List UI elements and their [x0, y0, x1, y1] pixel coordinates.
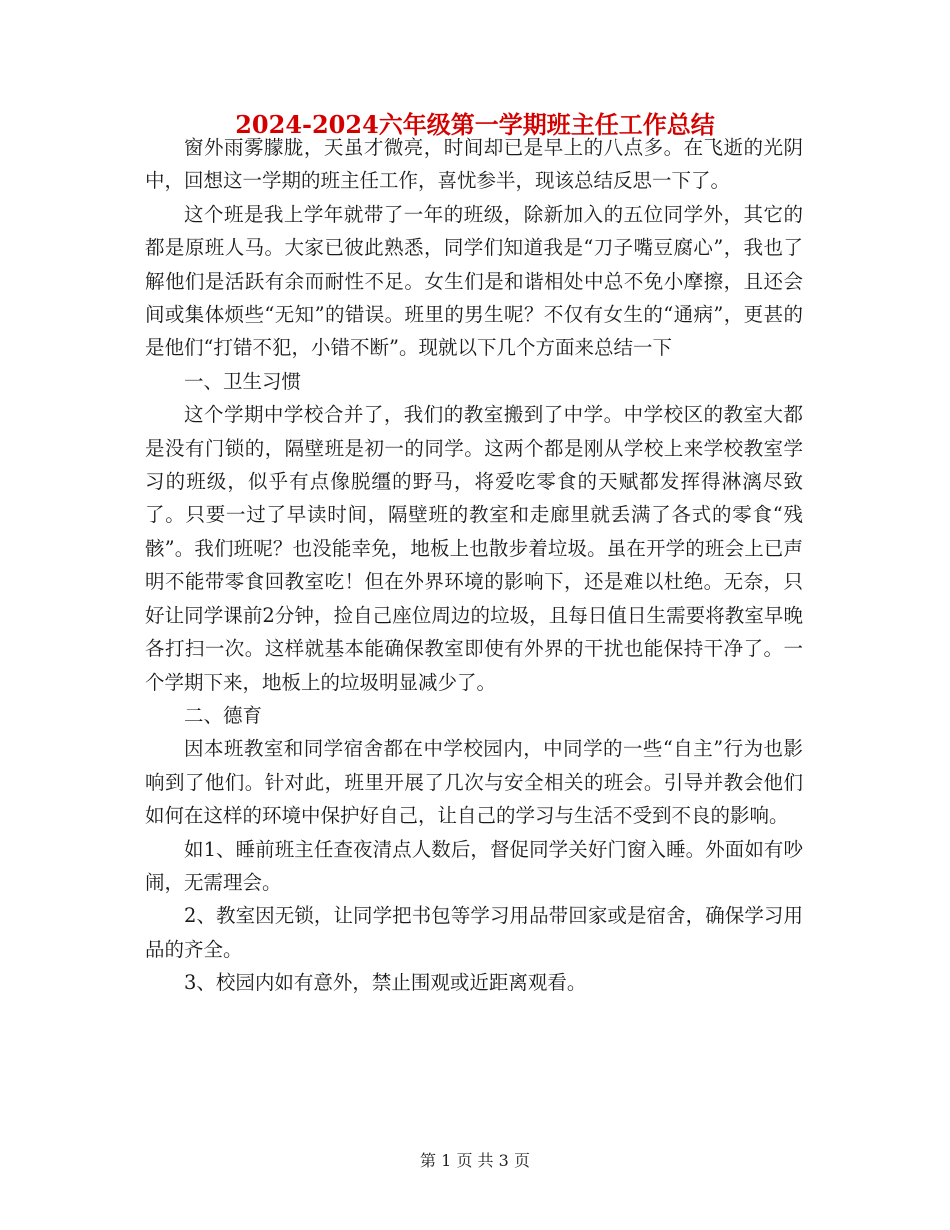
page-footer	[0, 1150, 950, 1172]
list-item-3: 3、校园内如有意外，禁止围观或近距离观看。	[184, 971, 587, 995]
section-heading-hygiene: 一、卫生习惯	[184, 369, 302, 393]
paragraph-class-overview: 这个班是我上学年就带了一年的班级，除新加入的五位同学外，其它的都是原班人马。大家已彼此熟悉，同学们知道我是“刀子嘴豆腐心”，我也了解他们是活跃有余而耐性不足。女生们是和谐相处中总不免小摩擦，且还会间或集体烦些“无知”的错误。班里的男生呢？不仅有女生的“通病”，更甚的是他们“打错不犯，小错不断”。现就以下几个方面来总结一下	[145, 202, 803, 360]
document-body	[145, 131, 803, 1000]
footer-total-number: 3	[498, 1151, 509, 1170]
paragraph-intro: 窗外雨雾朦胧，天虽才微亮，时间却已是早上的八点多。在飞逝的光阴中，回想这一学期的班主任工作，喜忧参半，现该总结反思一下了。	[145, 136, 803, 193]
footer-page-number: 1	[441, 1151, 452, 1170]
list-item-1: 如1、睡前班主任查夜清点人数后，督促同学关好门窗入睡。外面如有吵闹，无需理会。	[145, 837, 803, 894]
footer-total-word: 共	[477, 1151, 494, 1170]
section-heading-moral-education: 二、德育	[184, 703, 263, 727]
footer-page-word: 第	[420, 1151, 437, 1170]
document-title: 2024-2024六年级第一学期班主任工作总结	[235, 110, 715, 139]
list-item-2: 2、教室因无锁，让同学把书包等学习用品带回家或是宿舍，确保学习用品的齐全。	[145, 904, 803, 961]
footer-page-unit: 页	[456, 1151, 473, 1170]
footer-total-unit: 页	[513, 1151, 530, 1170]
paragraph-hygiene: 这个学期中学校合并了，我们的教室搬到了中学。中学校区的教室大都是没有门锁的，隔壁班是初一的同学。这两个都是刚从学校上来学校教室学习的班级，似乎有点像脱缰的野马，将爱吃零食的天赋都发挥得淋漓尽致了。只要一过了早读时间，隔壁班的教室和走廊里就丢满了各式的零食“残骸”。我们班呢？也没能幸免，地板上也散步着垃圾。虽在开学的班会上已声明不能带零食回教室吃！但在外界环境的影响下，还是难以杜绝。无奈，只好让同学课前2分钟，捡自己座位周边的垃圾，且每日值日生需要将教室早晚各打扫一次。这样就基本能确保教室即使有外界的干扰也能保持干净了。一个学期下来，地板上的垃圾明显减少了。	[145, 403, 803, 694]
paragraph-moral-education: 因本班教室和同学宿舍都在中学校园内，中同学的一些“自主”行为也影响到了他们。针对此，班里开展了几次与安全相关的班会。引导并教会他们如何在这样的环境中保护好自己，让自己的学习与生活不受到不良的影响。	[145, 737, 803, 828]
